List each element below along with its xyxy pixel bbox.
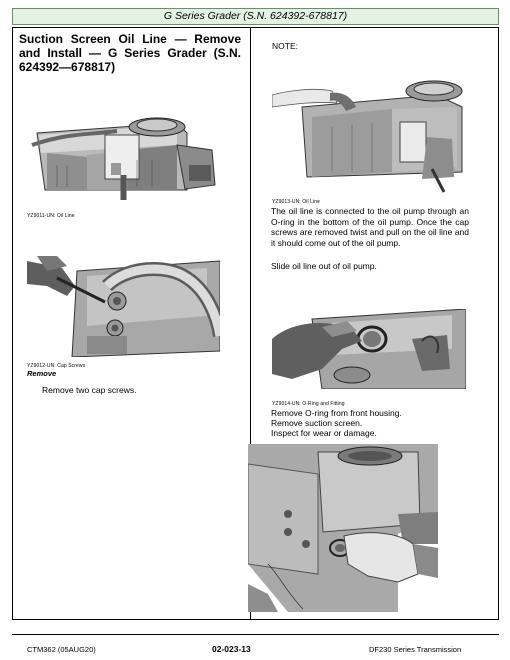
figure-caption-cap-screws: YZ9012-UN: Cap Screws bbox=[27, 363, 86, 369]
instruction-remove-o-ring: Remove O-ring from front housing. bbox=[271, 408, 402, 418]
figure-suction-screen bbox=[248, 444, 438, 612]
figure-caption-o-ring: YZ9014-UN: O-Ring and Fitting bbox=[272, 401, 345, 407]
figure-caption-oil-line: YZ9011-UN: Oil Line bbox=[27, 213, 75, 219]
figure-cap-screws bbox=[27, 256, 220, 357]
instruction-remove-cap-screws: Remove two cap screws. bbox=[42, 385, 137, 395]
section-title: Suction Screen Oil Line — Remove and Install — G Series Grader (S.N. 624392—678817) bbox=[19, 32, 241, 74]
instruction-remove-suction-screen: Remove suction screen. bbox=[271, 418, 363, 428]
figure-caption-oil-line-pump: YZ9013-UN: Oil Line bbox=[272, 199, 321, 205]
figure-o-ring-fitting bbox=[272, 309, 466, 389]
figure-oil-line-overview bbox=[27, 105, 227, 205]
step-label-remove: Remove bbox=[27, 369, 57, 378]
header-bar bbox=[12, 8, 499, 25]
footer-document-id: CTM362 (05AUG20) bbox=[27, 645, 96, 654]
header-title: G Series Grader (S.N. 624392-678817) bbox=[163, 10, 348, 22]
figure-oil-line-pump bbox=[272, 77, 466, 197]
footer-manual-title: DF230 Series Transmission bbox=[369, 645, 462, 654]
instruction-oil-line-connection: The oil line is connected to the oil pump through an O-ring in the bottom of the oil pump. Once the cap screws are removed twist and pull on the oil line and it should come out of the oil pump. bbox=[271, 206, 469, 248]
note-label: NOTE: bbox=[272, 41, 298, 51]
footer-page-number: 02-023-13 bbox=[212, 644, 251, 654]
instruction-slide-oil-line: Slide oil line out of oil pump. bbox=[271, 261, 377, 271]
footer-rule bbox=[12, 634, 499, 635]
instruction-inspect: Inspect for wear or damage. bbox=[271, 428, 377, 438]
